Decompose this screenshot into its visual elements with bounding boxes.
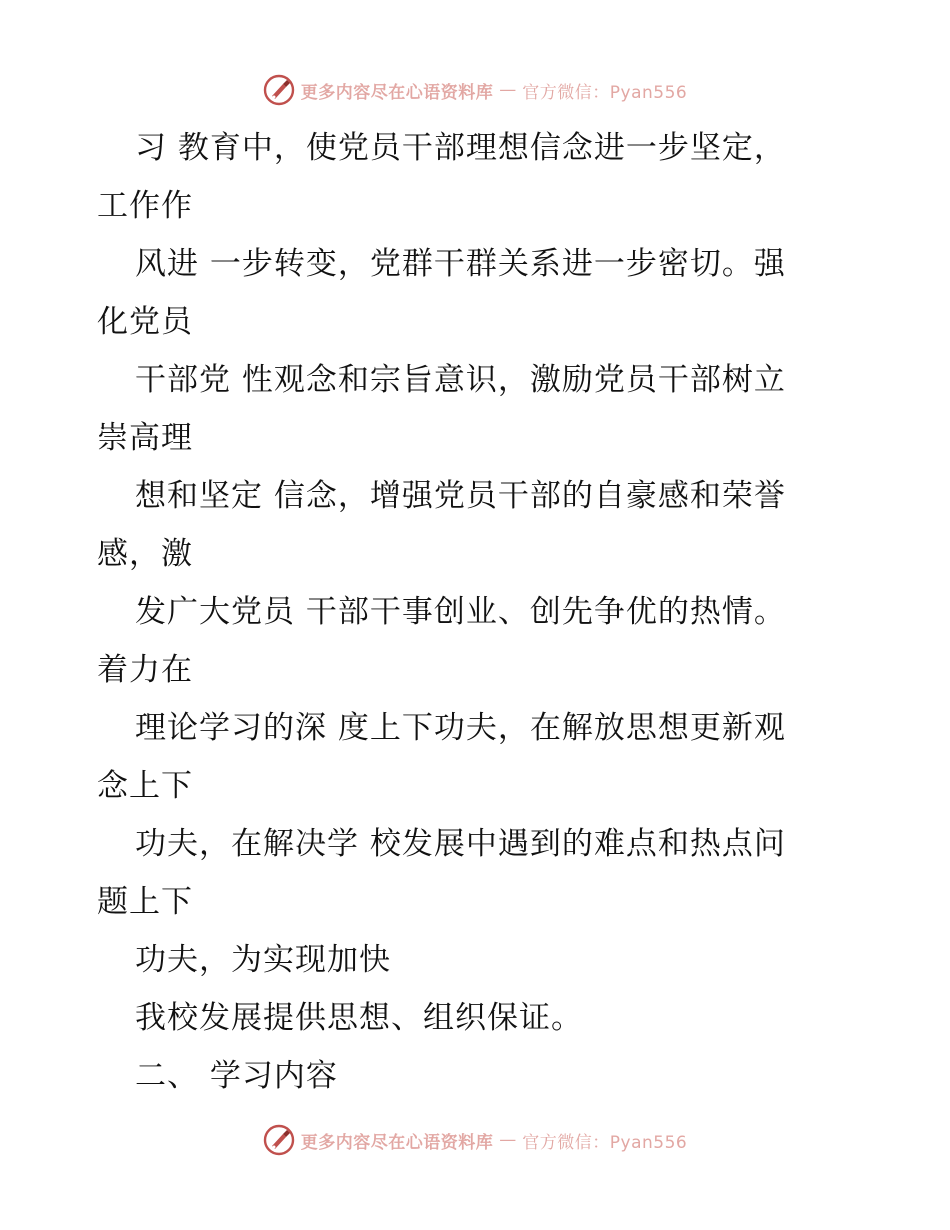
banner-separator: — bbox=[499, 80, 517, 100]
text-line: 题上下 bbox=[97, 884, 193, 920]
pen-logo-icon bbox=[263, 1124, 295, 1156]
text-line: 功夫，在解决学 校发展中遇到的难点和热点问 bbox=[135, 826, 786, 862]
banner-separator: — bbox=[499, 1130, 517, 1150]
text-line: 工作作 bbox=[97, 188, 193, 224]
banner-wechat-id: 官方微信：Pyan556 bbox=[522, 1132, 688, 1153]
banner-site-name: 更多内容尽在心语资料库 bbox=[300, 1132, 494, 1153]
text-line: 崇高理 bbox=[97, 420, 193, 456]
pen-logo-icon bbox=[263, 74, 295, 106]
text-line: 我校发展提供思想、组织保证。 bbox=[135, 1000, 583, 1036]
header-watermark bbox=[0, 70, 950, 110]
text-line: 干部党 性观念和宗旨意识，激励党员干部树立 bbox=[135, 362, 786, 398]
text-line: 着力在 bbox=[97, 652, 193, 688]
footer-watermark bbox=[0, 1120, 950, 1160]
banner-wechat-id: 官方微信：Pyan556 bbox=[522, 82, 688, 103]
banner-site-name: 更多内容尽在心语资料库 bbox=[300, 82, 494, 103]
text-line: 风进 一步转变，党群干群关系进一步密切。强 bbox=[135, 246, 786, 282]
section-heading: 二、 学习内容 bbox=[135, 1058, 338, 1094]
text-line: 发广大党员 干部干事创业、创先争优的热情。 bbox=[135, 594, 786, 630]
text-line: 想和坚定 信念，增强党员干部的自豪感和荣誉 bbox=[135, 478, 786, 514]
text-line: 念上下 bbox=[97, 768, 193, 804]
text-line: 感，激 bbox=[97, 536, 193, 572]
text-line: 功夫，为实现加快 bbox=[135, 942, 391, 978]
text-line: 习 教育中，使党员干部理想信念进一步坚定， bbox=[135, 130, 786, 166]
text-line: 化党员 bbox=[97, 304, 193, 340]
document-body bbox=[0, 119, 950, 1105]
text-line: 理论学习的深 度上下功夫，在解放思想更新观 bbox=[135, 710, 786, 746]
